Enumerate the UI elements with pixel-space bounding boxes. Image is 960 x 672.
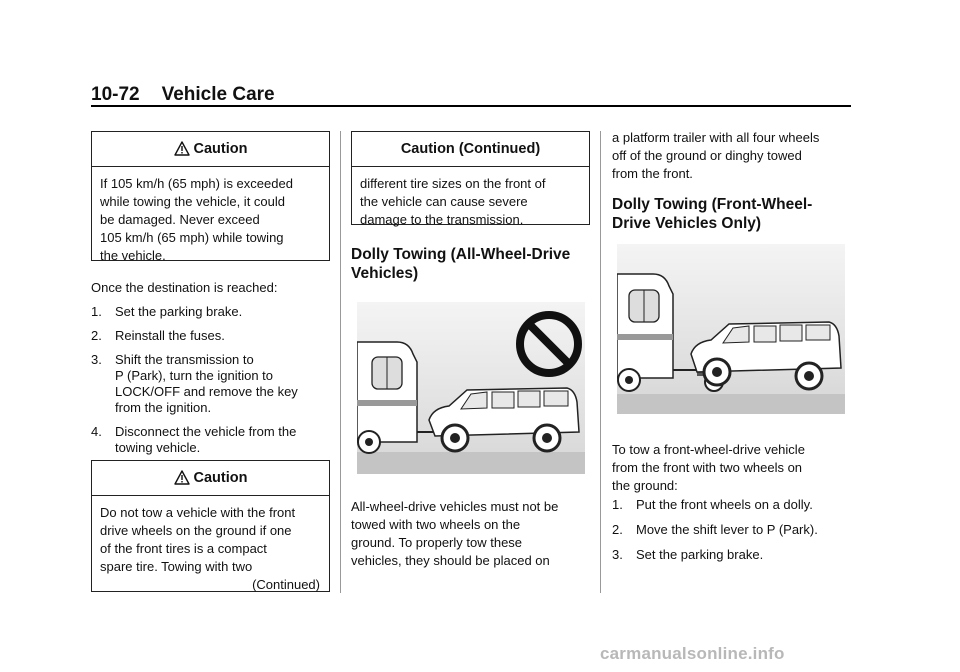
step-number: 1. (612, 497, 623, 512)
list-item (91, 424, 331, 456)
caution-text (352, 167, 589, 235)
step-text: Put the front wheels on a dolly. (636, 497, 813, 512)
motorhome (617, 274, 673, 391)
text-line: ground. To properly tow these (351, 535, 523, 550)
ground (617, 394, 845, 414)
paragraph (612, 129, 819, 183)
caution-title: Caution (Continued) (400, 141, 541, 157)
caution-box (91, 131, 330, 261)
text-line: from the front. (612, 166, 693, 181)
steps-list (91, 304, 331, 456)
text-line: If 105 km/h (65 mph) is exceeded (100, 176, 293, 191)
caution-title: Caution (193, 141, 248, 157)
text-line: different tire sizes on the front of (360, 176, 546, 191)
awd-towing-illustration (357, 302, 585, 474)
text-line: the vehicle can cause severe (360, 194, 528, 209)
text-line: the ground: (612, 478, 678, 493)
list-item (91, 328, 331, 344)
text-line: P (Park), turn the ignition to (115, 368, 274, 383)
step-number: 3. (91, 352, 102, 367)
step-number: 4. (91, 424, 102, 439)
text-line: of the front tires is a compact (100, 541, 267, 556)
step-text: Reinstall the fuses. (115, 328, 225, 343)
step-number: 2. (91, 328, 102, 343)
text-line: the vehicle. (100, 248, 166, 263)
step-number: 1. (91, 304, 102, 319)
text-line: vehicles, they should be placed on (351, 553, 550, 568)
text-line: drive wheels on the ground if one (100, 523, 292, 538)
heading-line: Dolly Towing (Front-Wheel- (612, 196, 813, 213)
section-heading (612, 195, 812, 233)
heading-line: Dolly Towing (All-Wheel-Drive (351, 246, 571, 263)
text-line: while towing the vehicle, it could (100, 194, 285, 209)
text-line: towed with two wheels on the (351, 517, 521, 532)
caution-text (92, 167, 329, 271)
intro-text: Once the destination is reached: (91, 280, 278, 295)
caution-title: Caution (193, 470, 248, 486)
caution-header (352, 132, 589, 167)
caution-box (351, 131, 590, 225)
list-item (91, 304, 331, 320)
fwd-towing-illustration (617, 244, 845, 414)
column-divider (340, 131, 341, 593)
watermark: carmanualsonline.info (600, 644, 785, 663)
text-line: 105 km/h (65 mph) while towing (100, 230, 284, 245)
continued-label: (Continued) (252, 577, 320, 592)
heading-line: Drive Vehicles Only) (612, 215, 762, 232)
list-item (612, 547, 818, 563)
warning-triangle-icon (174, 470, 190, 486)
paragraph (351, 498, 558, 570)
paragraph (612, 441, 805, 495)
column-divider (600, 131, 601, 593)
header-rule (91, 105, 851, 107)
text-line: from the ignition. (115, 400, 212, 415)
text-line: To tow a front-wheel-drive vehicle (612, 442, 805, 457)
page-header (91, 84, 275, 106)
text-line: All-wheel-drive vehicles must not be (351, 499, 559, 514)
text-line: Shift the transmission to (115, 352, 254, 367)
text-line: a platform trailer with all four wheels (612, 130, 820, 145)
text-line: LOCK/OFF and remove the key (115, 384, 298, 399)
step-number: 3. (612, 547, 623, 562)
caution-header (92, 461, 329, 496)
motorhome (357, 342, 417, 453)
text-line: be damaged. Never exceed (100, 212, 260, 227)
text-line: towing vehicle. (115, 440, 201, 455)
heading-line: Vehicles) (351, 265, 419, 282)
step-text (115, 352, 298, 416)
step-text: Set the parking brake. (636, 547, 764, 562)
ground (357, 452, 585, 474)
text-line: from the front with two wheels on (612, 460, 803, 475)
list-item (612, 522, 818, 538)
page-number: 10-72 (91, 84, 140, 105)
caution-text (92, 496, 329, 600)
warning-triangle-icon (174, 141, 190, 157)
text-line: Disconnect the vehicle from the (115, 424, 297, 439)
step-number: 2. (612, 522, 623, 537)
step-text: Move the shift lever to P (Park). (636, 522, 818, 537)
step-text (115, 424, 296, 456)
steps-list (612, 497, 818, 563)
text-line: spare tire. Towing with two (100, 559, 253, 574)
section-heading (351, 245, 570, 283)
text-line: Do not tow a vehicle with the front (100, 505, 296, 520)
list-item (91, 352, 331, 416)
list-item (612, 497, 818, 513)
text-line: off of the ground or dinghy towed (612, 148, 802, 163)
step-text: Set the parking brake. (115, 304, 243, 319)
section-title: Vehicle Care (161, 84, 275, 105)
caution-header (92, 132, 329, 167)
caution-box (91, 460, 330, 592)
text-line: damage to the transmission. (360, 212, 524, 227)
